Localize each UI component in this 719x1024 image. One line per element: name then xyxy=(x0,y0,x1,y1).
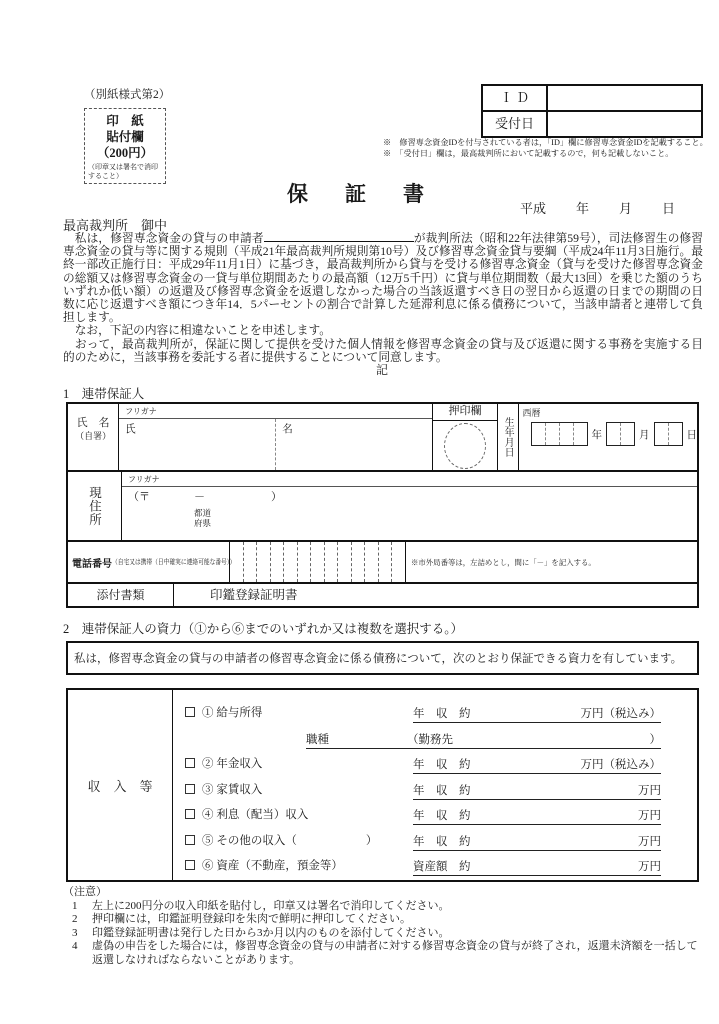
birth-month-box xyxy=(606,422,635,446)
western-calendar-label: 西暦 xyxy=(522,408,541,418)
name-row xyxy=(68,404,697,470)
seal-cell xyxy=(433,404,497,470)
day-label: 日 xyxy=(662,201,676,216)
receipt-date-row xyxy=(483,110,701,136)
note-item-1 xyxy=(63,900,705,914)
phone-digit-cell[interactable] xyxy=(310,542,324,582)
id-note-1: ※ 修習専念資金IDを付与されている者は，「ID」欄に修習専念資金IDを記載すること。 xyxy=(383,138,708,147)
note-number: 3 xyxy=(72,926,78,939)
attachment-row xyxy=(68,582,697,606)
annual-income-line-4 xyxy=(413,807,661,825)
income-column-header: 収 入 等 xyxy=(68,690,173,880)
income-amount-field[interactable] xyxy=(471,833,639,849)
annual-income-label: 年 収 約 xyxy=(413,708,471,721)
income-unit-label: 万円 xyxy=(638,810,661,823)
capacity-statement: 私は，修習専念資金の貸与の申請者の修習専念資金に係る債務について，次のとおり保証できる資力を有しています。 xyxy=(66,641,699,675)
phone-digit-cell[interactable] xyxy=(297,542,311,582)
income-amount-field[interactable] xyxy=(471,705,581,721)
note-text: 虚偽の申告をした場合には，修習専念資金の貸与の申請者に対する修習専念資金の貸与が終了され，返還未済額を一括して返還しなければならないことがあります。 xyxy=(92,940,698,966)
name-header xyxy=(68,404,119,470)
phone-label-sub: （自宅又は携帯（日中確実に連絡可能な番号）） xyxy=(112,558,236,566)
id-value-cell[interactable] xyxy=(548,86,701,110)
annual-income-label: 年 収 約 xyxy=(413,784,471,797)
receipt-date-label: 受付日 xyxy=(483,112,548,136)
name-header-line1: 氏 名 xyxy=(76,417,110,429)
day-suffix: 日 xyxy=(686,429,697,441)
applicant-name-field[interactable] xyxy=(264,231,414,242)
id-note-2: ※ 「受付日」欄は，最高裁判所において記載するので，何も記載しないこと。 xyxy=(383,149,674,158)
income-item-6 xyxy=(185,857,343,876)
income-item-4 xyxy=(185,806,308,825)
birth-year-cell[interactable] xyxy=(545,423,559,445)
address-cell xyxy=(122,472,697,540)
seal-circle[interactable] xyxy=(444,423,486,469)
birth-date-header-text: 生年月日 xyxy=(502,417,514,457)
phone-digit-cell[interactable] xyxy=(324,542,338,582)
income-item-3 xyxy=(185,781,262,800)
phone-row xyxy=(68,540,697,582)
notes-section xyxy=(63,886,705,967)
month-label: 月 xyxy=(619,201,633,216)
income-item-6-label: ⑥ 資産（不動産，預金等） xyxy=(202,859,343,872)
occupation-field[interactable] xyxy=(329,731,407,747)
guarantor-table xyxy=(66,402,699,608)
checkbox-interest-income[interactable] xyxy=(185,809,195,819)
income-unit-label: 万円 xyxy=(638,835,661,848)
prefecture-label-line1: 都道 xyxy=(194,508,212,518)
phone-number-boxes xyxy=(230,542,406,582)
name-cell xyxy=(119,404,433,470)
birth-date-cell xyxy=(519,404,698,470)
income-amount-field[interactable] xyxy=(471,782,639,798)
paragraph1-rest: が裁判所法（昭和22年法律第59号），司法修習生の修習専念資金の貸与等に関する規則（平成21年最高裁判所規則第10号）及び修習専念資金貸与要綱（平成24年11月3日施行。最終一部改正施行日：平成29年11月1日）に基づき，最高裁判所から貸与を受ける修習専念資金（貸与を受けた修習専念資金の総額又は修習専念資金の一貸与単位期間あたりの最高額（12万5千円）に貸与単位期間数（最大13回）を乗じた額のうちいずれか低い額）の返還及び修習専念資金を返還しなかった場合の当該返還すべき日の翌日から返還の日までの期間の日数に応じ返還すべき額につき年14．5パーセントの割合で計算した延滞利息に係る債務について，当該申請者と連帯して負担します。 xyxy=(63,232,703,325)
income-unit-label: 万円（税込み） xyxy=(580,708,661,721)
annual-income-line-1 xyxy=(413,705,661,723)
note-number: 1 xyxy=(72,899,78,912)
body-paragraph-1 xyxy=(63,231,703,324)
asset-amount-field[interactable] xyxy=(471,858,639,874)
annual-income-line-5 xyxy=(413,833,661,851)
name-header-line2: （自署） xyxy=(75,431,112,441)
year-suffix: 年 xyxy=(591,429,602,441)
stamp-label-line1: 印 紙 xyxy=(106,114,144,128)
employer-close-paren: ） xyxy=(649,733,661,746)
note-number: 2 xyxy=(72,913,78,925)
addressee: 最高裁判所 御中 xyxy=(63,218,168,233)
address-furigana-field[interactable]: フリガナ xyxy=(122,472,697,487)
phone-digit-cell[interactable] xyxy=(243,542,257,582)
birth-year-cell[interactable] xyxy=(532,423,545,445)
income-item-1-label: ① 給与所得 xyxy=(202,707,263,720)
ki-marker: 記 xyxy=(375,363,390,378)
annual-income-label: 年 収 約 xyxy=(413,810,471,823)
checkbox-assets[interactable] xyxy=(185,860,195,870)
phone-label-main: 電話番号 xyxy=(72,558,112,570)
phone-digit-cell[interactable] xyxy=(337,542,351,582)
receipt-date-value-cell[interactable] xyxy=(548,112,701,136)
note-number: 4 xyxy=(72,940,78,952)
income-item-row xyxy=(185,749,697,774)
checkbox-other-income[interactable] xyxy=(185,835,195,845)
annual-income-label: 年 収 約 xyxy=(413,759,471,772)
body-paragraph-3: おって，最高裁判所が，保証に関して提供を受けた個人情報を修習専念資金の貸与及び返還に関する事務を実施する目的のために，当該事務を委託する者に提供することについて同意します。 xyxy=(63,337,703,364)
income-amount-field[interactable] xyxy=(471,807,639,823)
birth-year-cell[interactable] xyxy=(559,423,573,445)
birth-month-cell[interactable] xyxy=(620,423,634,445)
income-item-5 xyxy=(185,832,377,851)
phone-digit-cell[interactable] xyxy=(378,542,392,582)
paragraph1-lead: 私は，修習専念資金の貸与の申請者 xyxy=(63,232,264,245)
occupation-row xyxy=(185,723,697,748)
prefecture-label xyxy=(194,509,697,528)
prefecture-label-line2: 府県 xyxy=(194,517,212,528)
birth-year-cell[interactable] xyxy=(573,423,587,445)
income-item-row xyxy=(185,774,697,799)
employer-label: （勤務先 xyxy=(407,733,453,746)
id-row xyxy=(483,86,701,110)
asset-amount-line xyxy=(413,858,661,876)
note-text: 印鑑登録証明書は発行した日から3か月以内のものを添付してください。 xyxy=(92,926,450,939)
income-unit-label: 万円 xyxy=(638,860,661,873)
address-header-text: 現住所 xyxy=(87,485,102,527)
income-unit-label: 万円（税込み） xyxy=(580,759,661,772)
first-name-field[interactable]: 名 xyxy=(275,419,432,470)
era-label: 平成 xyxy=(520,201,547,216)
last-name-field[interactable]: 氏 xyxy=(125,424,136,435)
body-paragraph-2: なお，下記の内容に相違ないことを申述します。 xyxy=(63,324,331,338)
address-header xyxy=(68,472,122,540)
id-table xyxy=(481,84,703,138)
birth-year-box xyxy=(531,422,588,446)
phone-digit-cell[interactable] xyxy=(256,542,270,582)
note-item-4 xyxy=(63,940,705,967)
annual-income-line-2 xyxy=(413,756,661,774)
phone-note: ※市外局番等は，左詰めとし，間に「－」を記入する。 xyxy=(411,557,596,567)
attachment-value: 印鑑登録証明書 xyxy=(210,588,298,602)
income-unit-label: 万円 xyxy=(638,784,661,797)
phone-digit-cell[interactable] xyxy=(351,542,365,582)
birth-date-header xyxy=(498,404,519,470)
phone-digit-cell[interactable] xyxy=(364,542,378,582)
birth-date-boxes xyxy=(531,422,698,446)
phone-label xyxy=(68,542,236,582)
month-suffix: 月 xyxy=(639,429,650,441)
document-title: 保 証 書 xyxy=(287,182,432,206)
date-line xyxy=(520,198,675,217)
section2-heading: 2 連帯保証人の資力（①から⑥までのいずれか又は複数を選択する。） xyxy=(63,622,464,636)
note-text: 押印欄には，印鑑証明登録印を朱肉で鮮明に押印してください。 xyxy=(92,913,411,925)
income-item-row xyxy=(185,851,697,876)
attachment-label: 添付書類 xyxy=(68,584,174,606)
income-item-2 xyxy=(185,755,262,774)
phone-digit-cell[interactable] xyxy=(391,542,405,582)
checkbox-pension-income[interactable] xyxy=(185,758,195,768)
note-item-3 xyxy=(63,927,705,941)
checkbox-salary-income[interactable] xyxy=(185,707,195,717)
stamp-label-line2: 貼付欄 xyxy=(106,130,144,144)
income-table xyxy=(66,688,699,882)
id-notes xyxy=(383,137,713,159)
stamp-cancellation-note: （印章又は署名で消印すること） xyxy=(88,163,158,180)
birth-day-cell[interactable] xyxy=(668,423,682,445)
seal-column-label: 押印欄 xyxy=(433,404,496,421)
income-body xyxy=(173,690,697,880)
revenue-stamp-area[interactable] xyxy=(84,108,166,184)
employer-field[interactable] xyxy=(453,731,650,747)
occupation-line xyxy=(306,731,661,749)
income-item-2-label: ② 年金収入 xyxy=(202,758,263,771)
income-item-row xyxy=(185,800,697,825)
phone-digit-cell[interactable] xyxy=(283,542,297,582)
form-number: （別紙様式第2） xyxy=(84,89,171,101)
income-item-row xyxy=(185,825,697,850)
birth-day-box xyxy=(654,422,683,446)
section1-heading: 1 連帯保証人 xyxy=(63,387,145,401)
id-label: Ｉ Ｄ xyxy=(483,86,548,110)
name-furigana-field[interactable]: フリガナ xyxy=(119,404,432,419)
note-item-2 xyxy=(63,913,705,927)
annual-income-line-3 xyxy=(413,782,661,800)
note-text: 左上に200円分の収入印紙を貼付し，印章又は署名で消印してください。 xyxy=(92,899,450,912)
income-amount-field[interactable] xyxy=(471,756,581,772)
body-text xyxy=(63,231,703,377)
income-item-row xyxy=(185,698,697,723)
address-row xyxy=(68,470,697,540)
address-body[interactable] xyxy=(122,487,697,540)
name-body xyxy=(119,419,432,470)
birth-month-cell[interactable] xyxy=(607,423,620,445)
stamp-label-line3: （200円） xyxy=(96,146,154,160)
year-label: 年 xyxy=(576,201,590,216)
asset-amount-label: 資産額 約 xyxy=(413,860,471,873)
postal-line[interactable]: （〒 － ） xyxy=(128,491,282,503)
notes-heading: （注意） xyxy=(63,886,107,898)
birth-day-cell[interactable] xyxy=(655,423,668,445)
income-item-3-label: ③ 家賃収入 xyxy=(202,783,263,796)
occupation-label: 職種 xyxy=(306,733,329,746)
income-item-5-label: ⑤ その他の収入（ ） xyxy=(202,834,378,847)
income-item-4-label: ④ 利息（配当）収入 xyxy=(202,809,309,822)
annual-income-label: 年 収 約 xyxy=(413,835,471,848)
checkbox-rent-income[interactable] xyxy=(185,784,195,794)
income-item-1 xyxy=(185,704,262,723)
phone-digit-cell[interactable] xyxy=(270,542,284,582)
